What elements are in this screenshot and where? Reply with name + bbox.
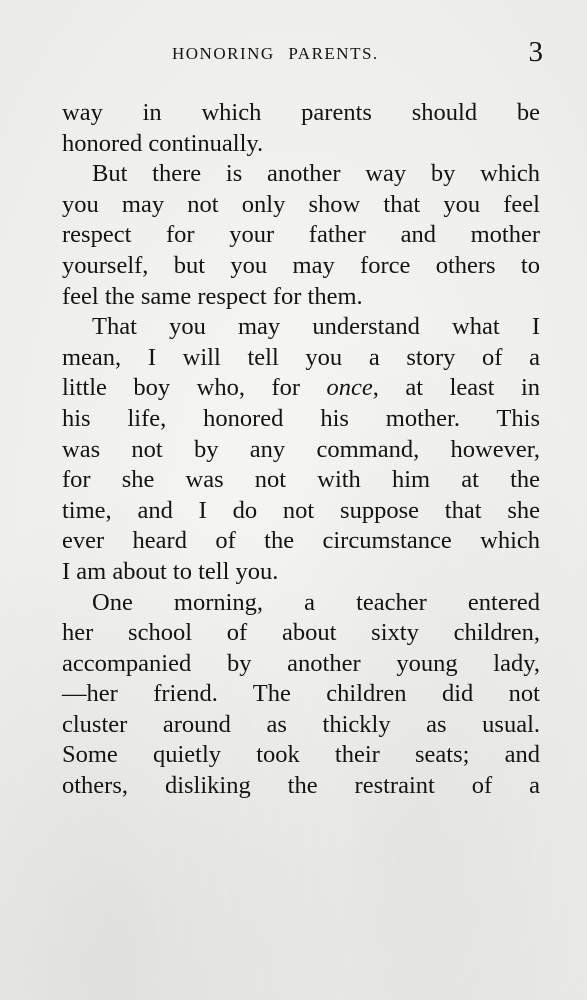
text-line: her school of about sixty children, bbox=[62, 619, 540, 647]
text-line: accompanied by another young lady, bbox=[62, 649, 540, 677]
text-line: others, disliking the restraint of a bbox=[62, 772, 540, 800]
paragraph-1 bbox=[62, 98, 540, 159]
text-line: his life, honored his mother. This bbox=[62, 404, 540, 432]
paragraph-2 bbox=[62, 159, 540, 312]
text-line: I am about to tell you. bbox=[62, 557, 279, 585]
text-line: ever heard of the circumstance which bbox=[62, 527, 540, 555]
text-line: time, and I do not suppose that she bbox=[62, 496, 540, 524]
text-line: for she was not with him at the bbox=[62, 466, 540, 494]
text-line: That you may understand what I bbox=[92, 313, 540, 341]
text-line: Some quietly took their seats; and bbox=[62, 741, 540, 769]
paragraph-3 bbox=[62, 312, 540, 587]
text-line: respect for your father and mother bbox=[62, 221, 540, 249]
text-line: But there is another way by which bbox=[92, 160, 540, 188]
text-line: way in which parents should be bbox=[62, 99, 540, 126]
text-segment: little boy who, for bbox=[62, 374, 301, 402]
italic-word: once bbox=[326, 374, 373, 402]
text-line: feel the same respect for them. bbox=[62, 282, 363, 310]
text-line: yourself, but you may force others to bbox=[62, 251, 540, 279]
text-line: honored continually. bbox=[62, 129, 264, 157]
text-segment: , at least in bbox=[372, 374, 541, 402]
body-text bbox=[62, 98, 540, 802]
text-line: mean, I will tell you a story of a bbox=[62, 343, 540, 371]
text-line: cluster around as thickly as usual. bbox=[62, 710, 540, 738]
running-head-title: HONORING PARENTS. bbox=[172, 44, 379, 63]
page-number: 3 bbox=[528, 36, 543, 68]
text-line: you may not only show that you feel bbox=[62, 190, 540, 218]
text-line: —her friend. The children did not bbox=[62, 680, 540, 708]
running-head bbox=[62, 36, 543, 70]
text-line: One morning, a teacher entered bbox=[92, 588, 540, 616]
text-line-with-italic bbox=[62, 373, 540, 404]
text-line: was not by any command, however, bbox=[62, 435, 540, 463]
paragraph-4 bbox=[62, 588, 540, 802]
